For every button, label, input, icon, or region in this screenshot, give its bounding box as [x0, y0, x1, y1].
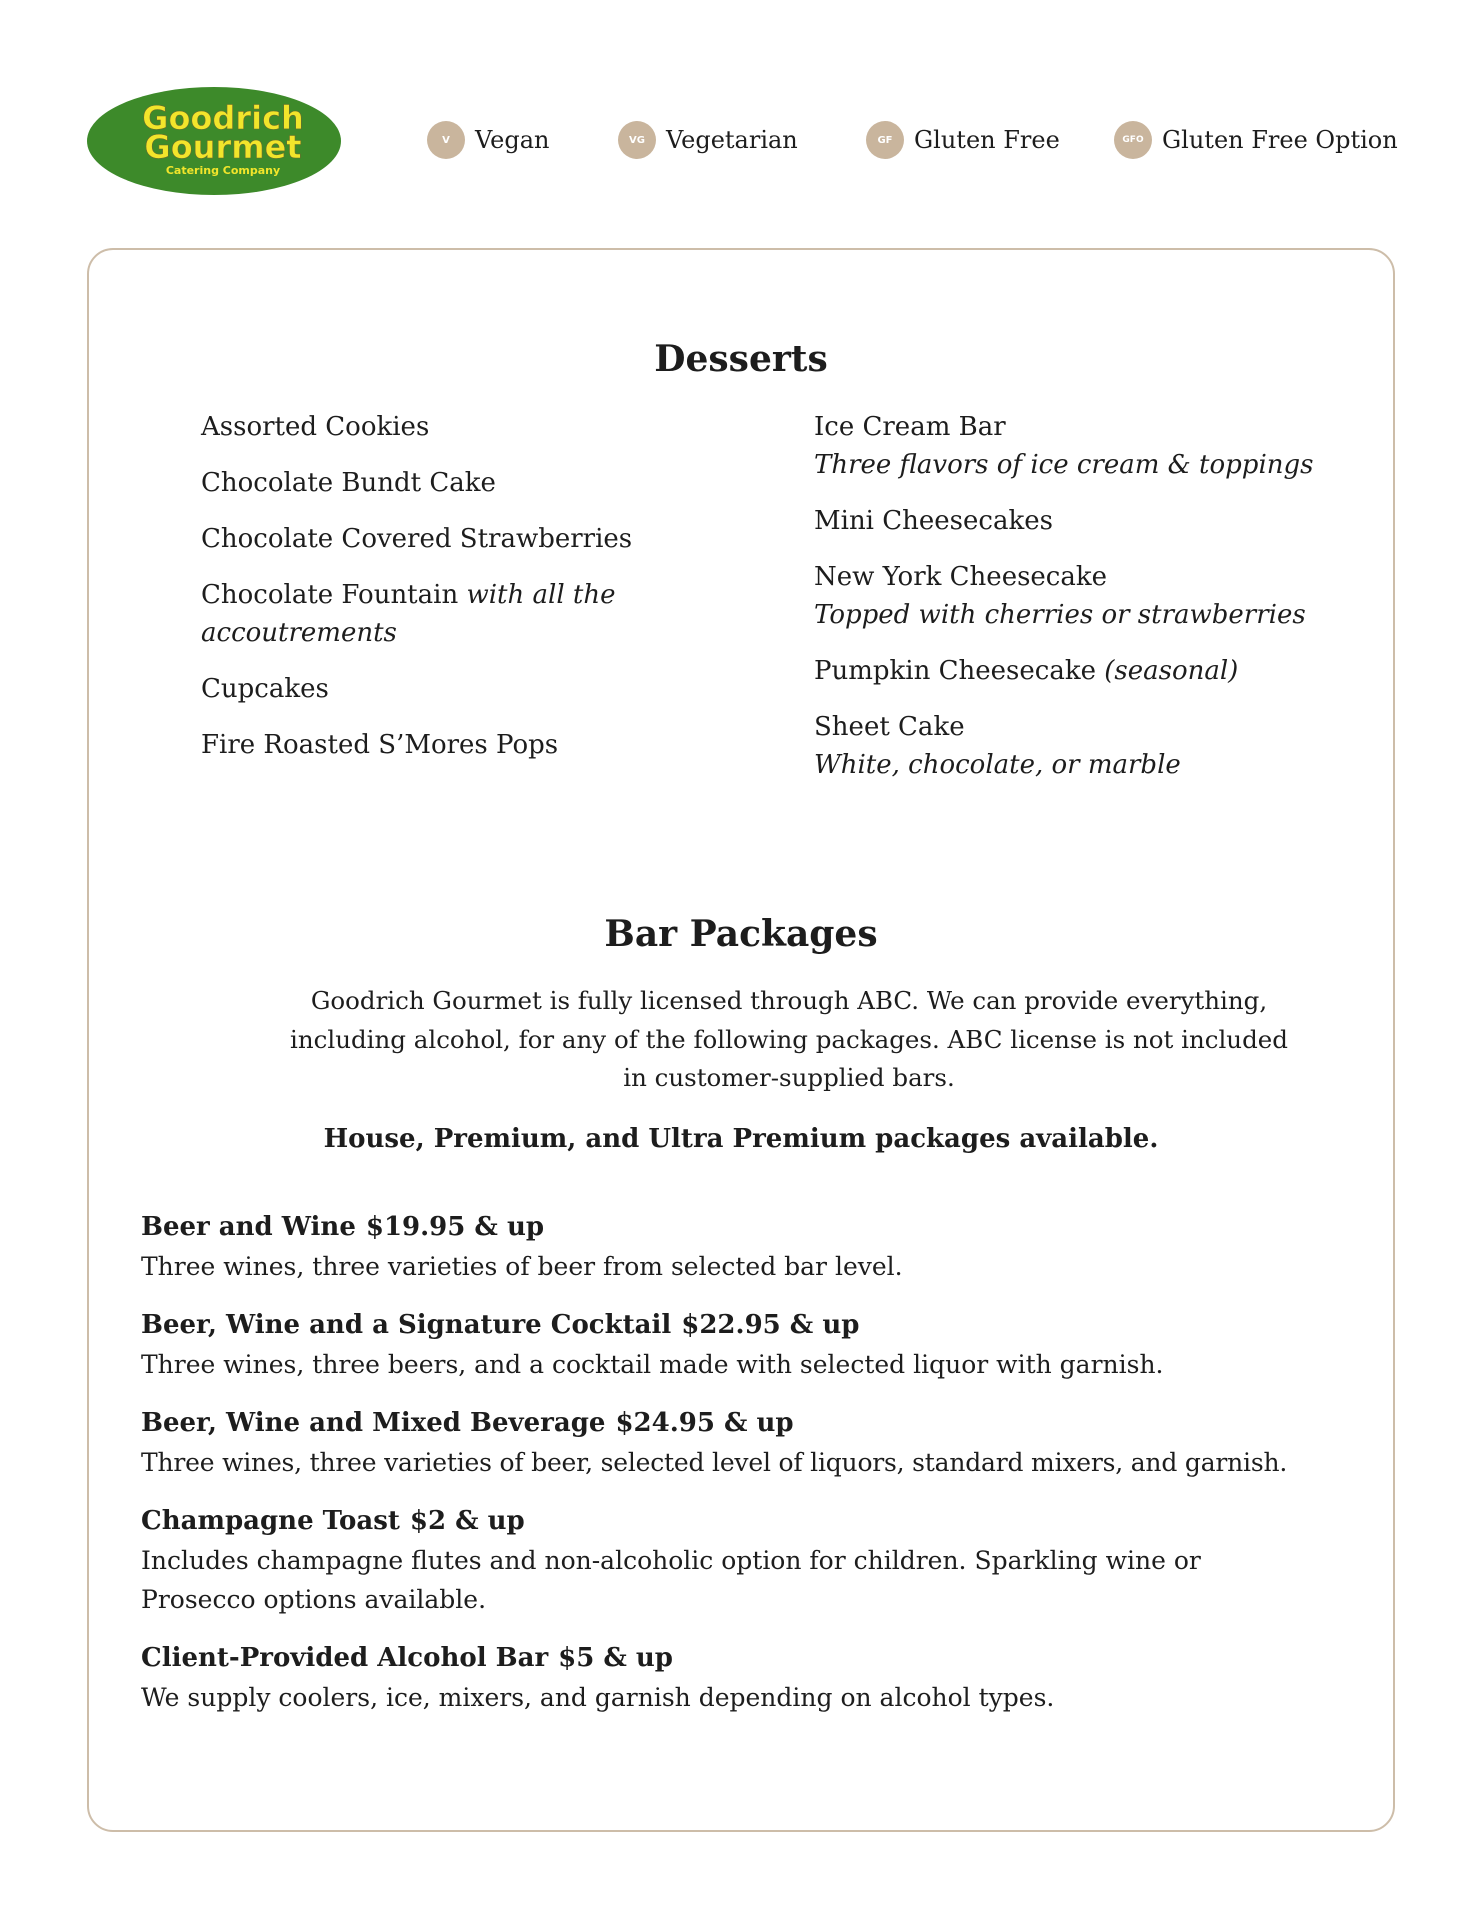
gluten-free-option-badge-icon: GFO [1114, 121, 1152, 159]
list-item [141, 1404, 1381, 1482]
list-item [141, 1208, 1381, 1286]
package-description: We supply coolers, ice, mixers, and garnish depending on alcohol types. [141, 1683, 1055, 1712]
package-name: Champagne Toast [141, 1506, 400, 1536]
package-price: $22.95 & up [681, 1310, 860, 1340]
bar-package-list [141, 1208, 1381, 1737]
list-item: Assorted Cookies [201, 412, 430, 442]
list-item: Chocolate Covered Strawberries [201, 524, 633, 554]
package-name: Beer, Wine and a Signature Cocktail [141, 1310, 672, 1340]
legend-vegan [427, 120, 549, 160]
list-item: Fire Roasted S’Mores Pops [201, 730, 559, 760]
list-item: Sheet Cake White, chocolate, or marble [814, 712, 1181, 780]
logo-tagline: Catering Company [165, 164, 281, 177]
package-name: Beer, Wine and Mixed Beverage [141, 1408, 606, 1438]
package-description: Three wines, three beers, and a cocktail made with selected liquor with garnish. [141, 1350, 1164, 1379]
desserts-title: Desserts [654, 338, 828, 380]
package-description: Three wines, three varieties of beer from selected bar level. [141, 1252, 903, 1281]
list-item [141, 1306, 1381, 1384]
package-description: Includes champagne flutes and non-alcoholic option for children. Sparkling wine or Prosecco options available. [141, 1546, 1201, 1614]
vegetarian-badge-icon: VG [618, 121, 656, 159]
bar-intro: Goodrich Gourmet is fully licensed through ABC. We can provide everything, including alcohol, for any of the following packages. ABC license is not included in customer-supplied bars. [290, 986, 1288, 1092]
legend-label: Vegetarian [666, 126, 798, 154]
gluten-free-badge-icon: GF [866, 121, 904, 159]
logo-name-line2: Gourmet [144, 128, 302, 166]
logo-name-line1: Goodrich [142, 99, 304, 137]
package-price: $5 & up [558, 1643, 673, 1673]
list-item: Mini Cheesecakes [814, 506, 1053, 536]
legend-label: Gluten Free [914, 126, 1060, 154]
package-price: $19.95 & up [365, 1212, 545, 1242]
list-item [141, 1502, 1381, 1619]
legend-gluten-free [866, 120, 1060, 160]
list-item: Cupcakes [201, 674, 329, 704]
list-item: Chocolate Fountain with all the accoutrements [201, 580, 616, 648]
list-item: New York Cheesecake Topped with cherries or strawberries [814, 562, 1306, 630]
package-price: $24.95 & up [615, 1408, 794, 1438]
package-price: $2 & up [409, 1506, 525, 1536]
package-name: Beer and Wine [141, 1212, 356, 1242]
legend-gluten-free-option [1114, 120, 1398, 160]
dietary-legend [0, 120, 1484, 160]
legend-vegetarian [618, 120, 798, 160]
legend-label: Vegan [475, 126, 550, 154]
legend-label: Gluten Free Option [1162, 126, 1398, 154]
bar-packages-title: Bar Packages [604, 913, 878, 955]
list-item: Pumpkin Cheesecake (seasonal) [814, 656, 1239, 686]
list-item: Chocolate Bundt Cake [201, 468, 496, 498]
vegan-badge-icon: V [427, 121, 465, 159]
desserts-right-column [814, 408, 1354, 802]
list-item: Ice Cream Bar Three flavors of ice cream & toppings [814, 412, 1314, 480]
desserts-left-column [201, 408, 721, 782]
package-description: Three wines, three varieties of beer, selected level of liquors, standard mixers, and garnish. [141, 1448, 1288, 1477]
list-item [141, 1639, 1381, 1717]
menu-card [87, 248, 1395, 1832]
packages-availability: House, Premium, and Ultra Premium packages available. [323, 1124, 1159, 1154]
package-name: Client-Provided Alcohol Bar [141, 1643, 549, 1673]
